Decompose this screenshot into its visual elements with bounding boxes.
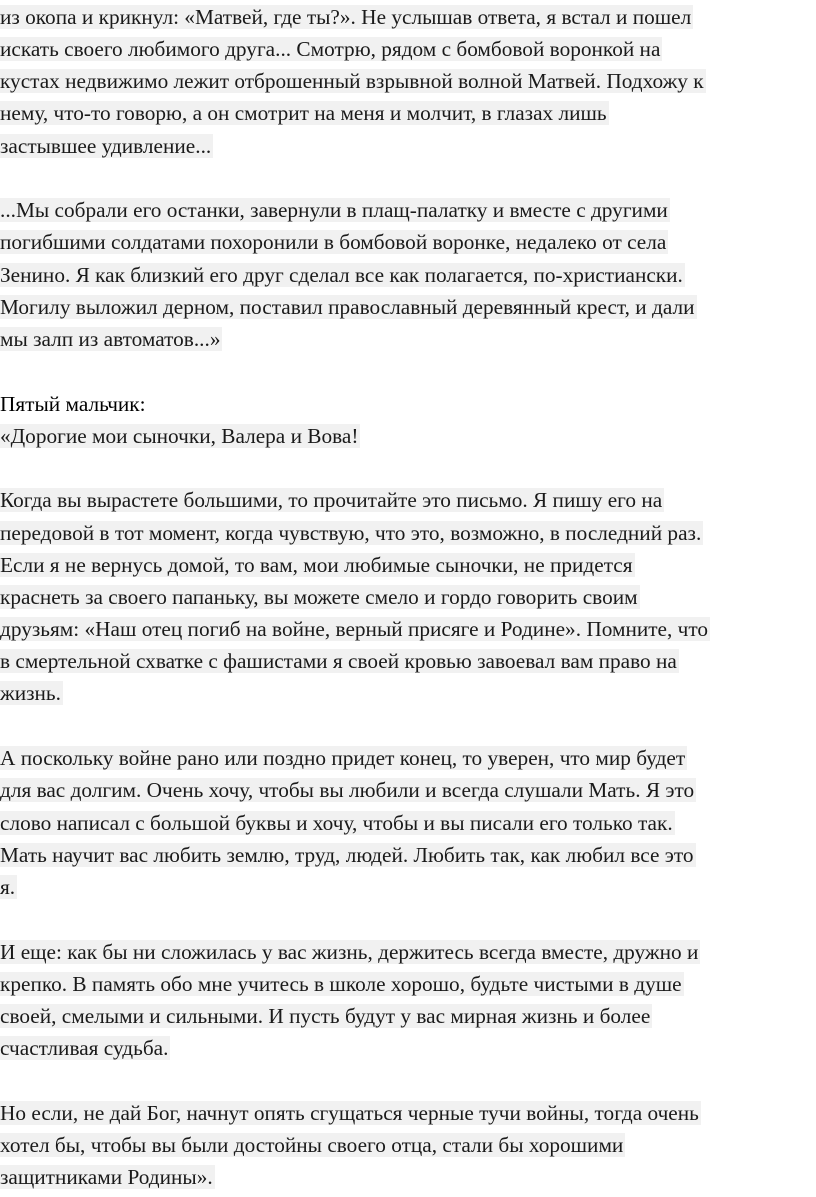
- text-line-content: «Дорогие мои сыночки, Валера и Вова!: [0, 424, 359, 448]
- text-line-content: я.: [0, 875, 16, 899]
- text-line: [0, 34, 662, 64]
- text-line-content: Но если, не дай Бог, начнут опять сгущаться черные тучи войны, тогда очень: [0, 1101, 699, 1125]
- text-line: [0, 1098, 701, 1128]
- text-line: [0, 1130, 625, 1160]
- text-line-content: друзьям: «Наш отец погиб на войне, верный присяге и Родине». Помните, что: [0, 617, 709, 641]
- text-line: [0, 808, 675, 838]
- text-line-content: для вас долгим. Очень хочу, чтобы вы любили и всегда слушали Мать. Я это: [0, 778, 695, 802]
- text-line: [0, 324, 222, 354]
- text-line-content: мы залп из автоматов...»: [0, 327, 221, 351]
- text-line: [0, 485, 664, 515]
- text-line: [0, 1033, 170, 1063]
- text-line: [0, 2, 693, 32]
- text-line: [0, 937, 700, 967]
- text-line: [0, 550, 635, 580]
- text-line-content: застывшее удивление...: [0, 134, 212, 158]
- section-heading-text: Пятый мальчик:: [0, 392, 146, 416]
- text-line-content: счастливая судьба.: [0, 1036, 169, 1060]
- text-line-content: передовой в тот момент, когда чувствую, что это, возможно, в последний раз.: [0, 521, 702, 545]
- text-line: [0, 582, 640, 612]
- text-line: [0, 646, 679, 676]
- text-line-content: Зенино. Я как близкий его друг сделал все как полагается, по-христиански.: [0, 263, 683, 287]
- text-line: [0, 421, 360, 451]
- text-line: [0, 775, 696, 805]
- text-line: [0, 840, 696, 870]
- text-line-content: жизнь.: [0, 681, 61, 705]
- text-line: [0, 98, 609, 128]
- text-line: [0, 227, 668, 257]
- text-line: [0, 1162, 215, 1192]
- text-line: [0, 872, 17, 902]
- text-line-content: искать своего любимого друга... Смотрю, рядом с бомбовой воронкой на: [0, 37, 661, 61]
- text-line: [0, 131, 213, 161]
- text-line-content: погибшими солдатами похоронили в бомбовой воронке, недалеко от села: [0, 230, 667, 254]
- text-line-content: Мать научит вас любить землю, труд, людей. Любить так, как любил все это: [0, 843, 694, 867]
- text-line-content: крепко. В память обо мне учитесь в школе хорошо, будьте чистыми в душе: [0, 972, 682, 996]
- text-line: [0, 614, 710, 644]
- text-line-content: краснеть за своего папаньку, вы можете смело и гордо говорить своим: [0, 585, 638, 609]
- text-line: [0, 969, 684, 999]
- text-line-content: Если я не вернусь домой, то вам, мои любимые сыночки, не придется: [0, 553, 633, 577]
- text-line-content: в смертельной схватке с фашистами я своей кровью завоевал вам право на: [0, 649, 677, 673]
- text-line-content: защитниками Родины».: [0, 1165, 213, 1189]
- text-line-content: Когда вы вырастете большими, то прочитайте это письмо. Я пишу его на: [0, 488, 663, 512]
- text-line-content: Могилу выложил дерном, поставил православный деревянный крест, и дали: [0, 295, 695, 319]
- text-line-content: кустах недвижимо лежит отброшенный взрывной волной Матвей. Подхожу к: [0, 69, 704, 93]
- text-line: [0, 292, 697, 322]
- text-line: [0, 518, 703, 548]
- text-line-content: И еще: как бы ни сложилась у вас жизнь, держитесь всегда вместе, дружно и: [0, 940, 699, 964]
- text-line-content: слово написал с большой буквы и хочу, чтобы и вы писали его только так.: [0, 811, 673, 835]
- text-line-content: нему, что-то говорю, а он смотрит на меня и молчит, в глазах лишь: [0, 101, 607, 125]
- section-heading: [0, 389, 146, 419]
- text-line-content: своей, смелыми и сильными. И пусть будут у вас мирная жизнь и более: [0, 1004, 651, 1028]
- text-line-content: из окопа и крикнул: «Матвей, где ты?». Не услышав ответа, я встал и пошел: [0, 5, 692, 29]
- text-line: [0, 66, 706, 96]
- text-line: [0, 743, 687, 773]
- text-line: [0, 260, 685, 290]
- text-line-content: ...Мы собрали его останки, завернули в плащ-палатку и вместе с другими: [0, 198, 668, 222]
- text-line-content: хотел бы, чтобы вы были достойны своего отца, стали бы хорошими: [0, 1133, 624, 1157]
- text-line: [0, 195, 670, 225]
- text-line: [0, 1001, 652, 1031]
- text-line: [0, 678, 63, 708]
- text-line-content: А поскольку войне рано или поздно придет конец, то уверен, что мир будет: [0, 746, 686, 770]
